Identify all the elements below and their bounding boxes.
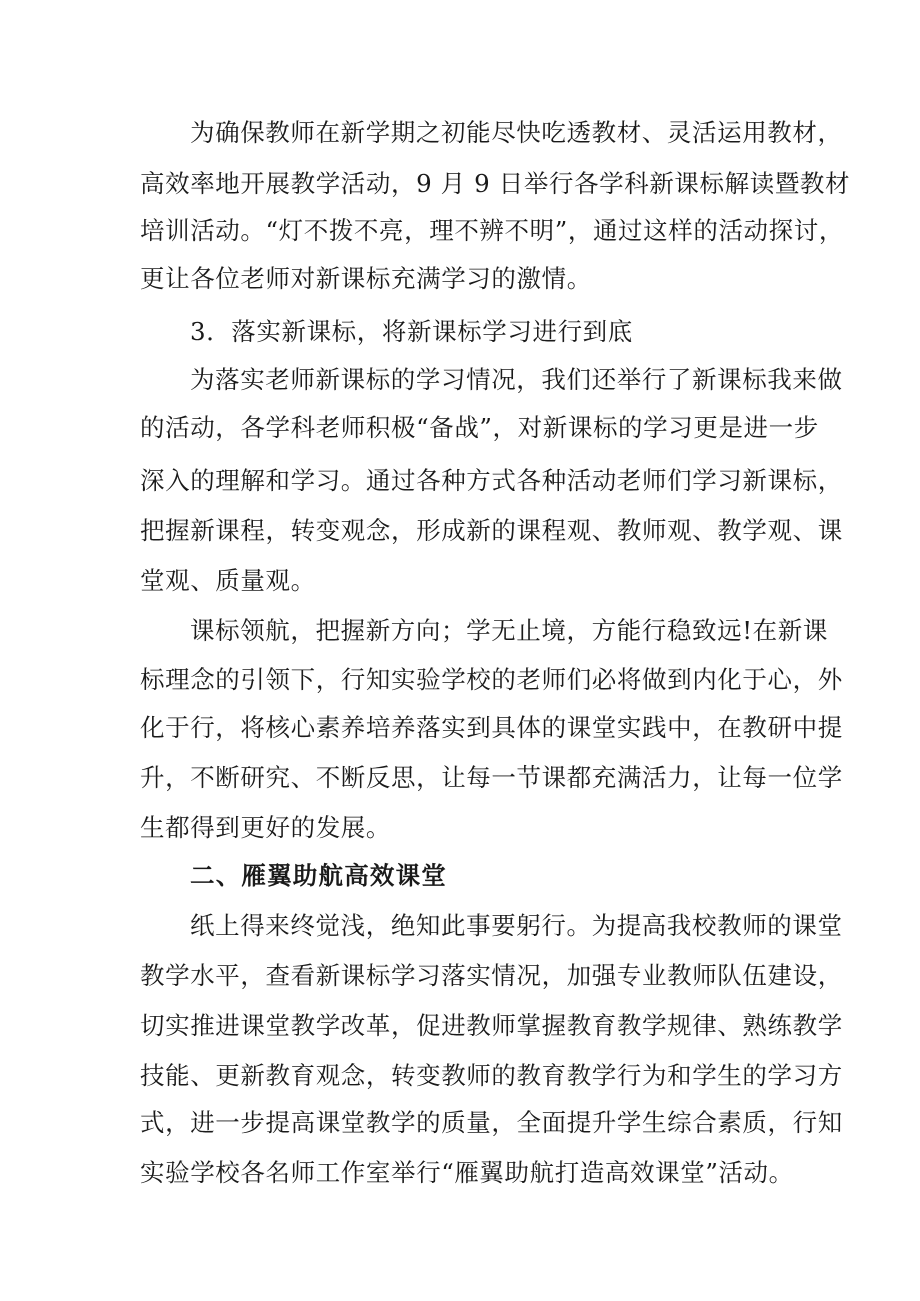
paragraph-4-line-3: 切实推进课堂教学改革，促进教师掌握教育教学规律、熟练教学 — [140, 1011, 843, 1040]
paragraph-1-line-4: 更让各位老师对新课标充满学习的激情。 — [140, 264, 592, 293]
paragraph-4-line-5: 式，进一步提高课堂教学的质量，全面提升学生综合素质，行知 — [140, 1108, 843, 1137]
paragraph-1-line-1: 为确保教师在新学期之初能尽快吃透教材、灵活运用教材， — [190, 118, 843, 147]
paragraph-4-line-6: 实验学校各名师工作室举行“雁翼助航打造高效课堂”活动。 — [140, 1158, 794, 1187]
paragraph-2-line-1: 为落实老师新课标的学习情况，我们还举行了新课标我来做 — [190, 365, 843, 394]
paragraph-3-line-2: 标理念的引领下，行知实验学校的老师们必将做到内化于心，外 — [140, 665, 843, 694]
paragraph-4-line-2: 教学水平，查看新课标学习落实情况，加强专业教师队伍建设， — [140, 961, 843, 990]
paragraph-3-line-5: 生都得到更好的发展。 — [140, 813, 391, 842]
paragraph-4-line-1: 纸上得来终觉浅，绝知此事要躬行。为提高我校教师的课堂 — [190, 911, 843, 940]
paragraph-2-line-3: 深入的理解和学习。通过各种方式各种活动老师们学习新课标， — [140, 466, 843, 495]
paragraph-2-line-5: 堂观、质量观。 — [140, 566, 316, 595]
paragraph-3-line-3: 化于行，将核心素养培养落实到具体的课堂实践中，在教研中提 — [140, 713, 843, 742]
item-3-heading: 3．落实新课标，将新课标学习进行到底 — [190, 317, 633, 346]
paragraph-2-line-2: 的活动，各学科老师积极“备战”，对新课标的学习更是进一步 — [140, 413, 819, 442]
paragraph-4-line-4: 技能、更新教育观念，转变教师的教育教学行为和学生的学习方 — [140, 1061, 843, 1090]
paragraph-1-line-3: 培训活动。“灯不拨不亮，理不辨不明”，通过这样的活动探讨， — [140, 216, 844, 245]
paragraph-2-line-4: 把握新课程，转变观念，形成新的课程观、教师观、教学观、课 — [140, 516, 843, 545]
section-2-heading: 二、雁翼助航高效课堂 — [190, 861, 447, 890]
paragraph-1-line-2: 高效率地开展教学活动，9 月 9 日举行各学科新课标解读暨教材 — [140, 169, 851, 198]
paragraph-3-line-4: 升，不断研究、不断反思，让每一节课都充满活力，让每一位学 — [140, 763, 843, 792]
paragraph-3-line-1: 课标领航，把握新方向；学无止境，方能行稳致远!在新课 — [190, 616, 828, 645]
